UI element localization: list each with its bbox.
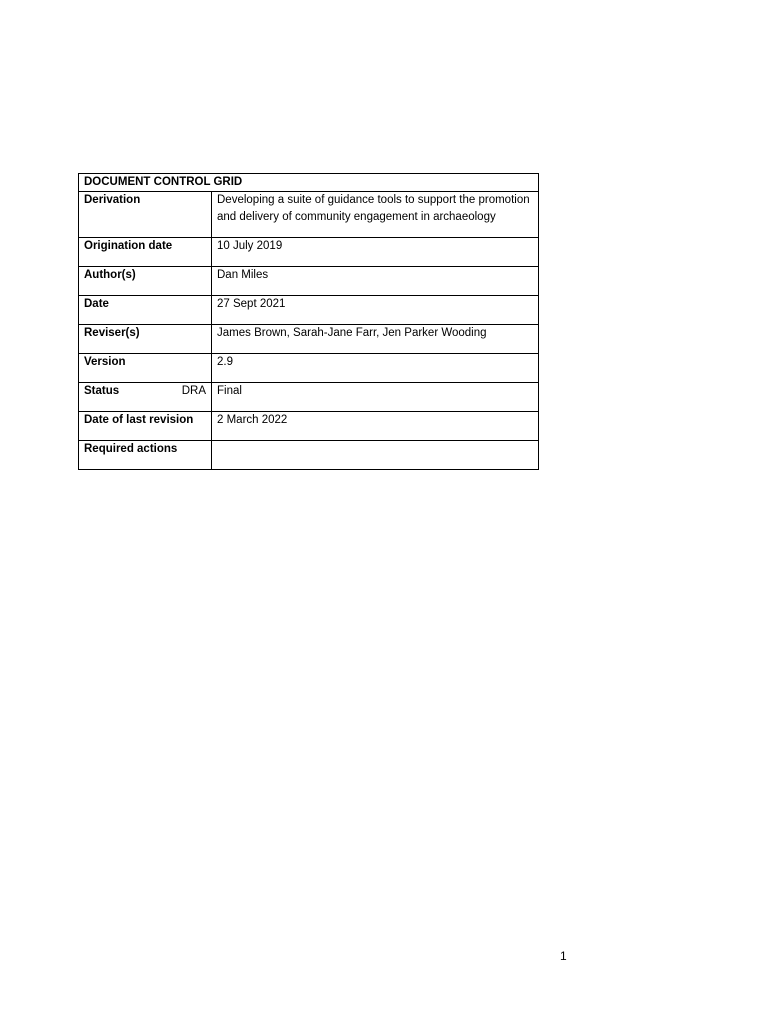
row-value-derivation: Developing a suite of guidance tools to support the promotion and delivery of community engagement in archaeology	[212, 192, 539, 238]
row-value-origination-date: 10 July 2019	[212, 238, 539, 267]
row-label-origination-date: Origination date	[84, 240, 173, 252]
table-row	[79, 354, 539, 383]
table-row	[79, 441, 539, 470]
table-row	[79, 192, 539, 238]
table-row	[79, 383, 539, 412]
row-label-authors: Author(s)	[84, 269, 136, 281]
row-value-revisers: James Brown, Sarah-Jane Farr, Jen Parker Wooding	[212, 325, 539, 354]
row-value-status: Final	[212, 383, 539, 412]
grid-title: DOCUMENT CONTROL GRID	[79, 174, 539, 192]
row-label-required-actions: Required actions	[84, 443, 178, 455]
row-value-authors: Dan Miles	[212, 267, 539, 296]
document-control-grid	[78, 173, 539, 470]
row-value-date-of-last-revision: 2 March 2022	[212, 412, 539, 441]
row-value-date: 27 Sept 2021	[212, 296, 539, 325]
table-row	[79, 267, 539, 296]
table-row	[79, 325, 539, 354]
page-number: 1	[560, 949, 567, 963]
row-label-revisers: Reviser(s)	[84, 327, 140, 339]
row-label-date-of-last-revision: Date of last revision	[84, 414, 194, 426]
row-label-derivation: Derivation	[84, 194, 141, 206]
status-extra-text: DRA	[181, 385, 206, 397]
row-value-version: 2.9	[212, 354, 539, 383]
table-row	[79, 238, 539, 267]
row-label-version: Version	[84, 356, 126, 368]
table-row	[79, 296, 539, 325]
status-label-wrapper	[84, 383, 206, 400]
row-label-status: Status	[84, 385, 120, 397]
row-value-required-actions	[212, 441, 539, 470]
grid-title-row	[79, 174, 539, 192]
table-row	[79, 412, 539, 441]
row-label-date: Date	[84, 298, 109, 310]
